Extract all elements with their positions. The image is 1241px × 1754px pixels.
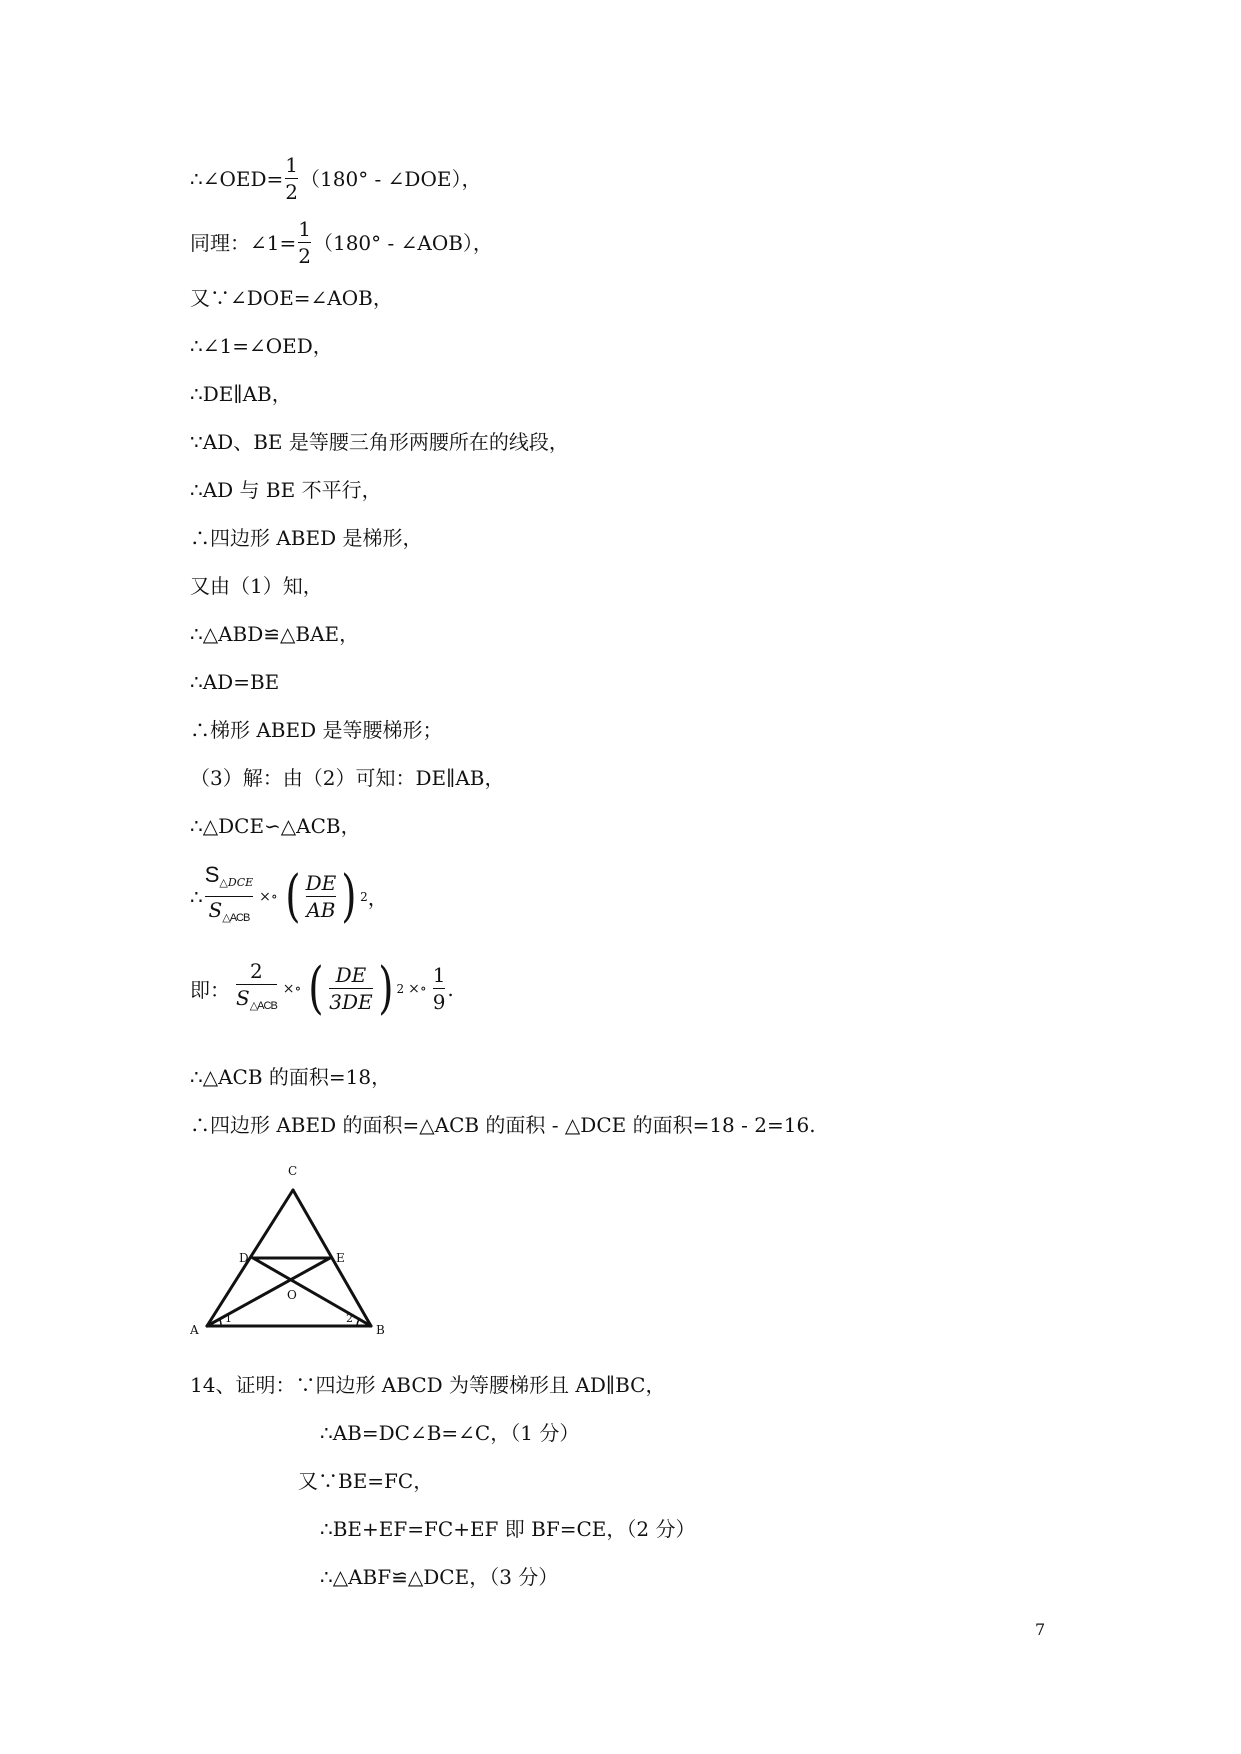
fraction-de-3de bbox=[329, 962, 372, 1015]
right-paren: ) bbox=[341, 863, 357, 929]
fraction-numerator: 1 bbox=[298, 217, 311, 241]
text-line: ∴△ACB 的面积=18， bbox=[190, 1065, 392, 1089]
text-line: ∴AB=DC∠B=∠C，（1 分） bbox=[320, 1421, 580, 1445]
label-b: B bbox=[376, 1323, 385, 1337]
fraction-denominator: 2 bbox=[298, 244, 311, 268]
exponent: 2 bbox=[360, 889, 368, 904]
text-line: ∴△ABF≌△DCE，（3 分） bbox=[320, 1565, 559, 1589]
triangle-figure bbox=[190, 1162, 400, 1340]
text-line: 又∵∠DOE=∠AOB， bbox=[190, 286, 393, 310]
text-line: ∴四边形 ABED 的面积=△ACB 的面积 - △DCE 的面积=18 - 2=16. bbox=[190, 1113, 816, 1137]
fraction-half bbox=[285, 152, 298, 205]
text-line: ∴四边形 ABED 是梯形， bbox=[190, 526, 423, 550]
text-line: ∴BE+EF=FC+EF 即 BF=CE，（2 分） bbox=[320, 1517, 696, 1541]
text-line: ∴AD=BE bbox=[190, 670, 280, 694]
text-line: ∴∠1=∠OED， bbox=[190, 334, 333, 358]
exponent: 2 bbox=[396, 981, 405, 996]
fraction-de-ab bbox=[306, 870, 337, 923]
equation-area-value bbox=[190, 955, 454, 1021]
fraction-numerator: 1 bbox=[432, 963, 446, 987]
equation-suffix: ， bbox=[367, 886, 388, 910]
equation-area-ratio bbox=[190, 862, 388, 931]
fraction-numerator: DE bbox=[305, 871, 337, 895]
fraction-one-ninth bbox=[433, 962, 446, 1015]
line-oed-prefix: ∴∠OED= bbox=[190, 166, 284, 191]
label-e: E bbox=[336, 1251, 345, 1265]
text-line: （3）解：由（2）可知：DE∥AB， bbox=[190, 766, 505, 790]
fraction-area-ratio bbox=[205, 862, 253, 931]
label-angle-1: 1 bbox=[225, 1312, 232, 1325]
fraction-numerator: 2 bbox=[250, 959, 263, 983]
fraction-numerator: $S_{\triangle DCE}$ bbox=[204, 862, 254, 889]
fraction-denominator: $S_{\triangle ACB}$ bbox=[236, 986, 277, 1012]
fraction-denominator: $S_{\triangle ACB}$ bbox=[208, 898, 250, 924]
label-angle-2: 2 bbox=[346, 1312, 353, 1325]
equals-symbol: ×∘ bbox=[282, 980, 302, 997]
line-oed-suffix: （180° - ∠DOE）， bbox=[300, 166, 482, 191]
line-angle1-prefix: 同理：∠1= bbox=[190, 230, 297, 255]
fraction-denominator: 2 bbox=[285, 180, 299, 204]
text-line: ∴梯形 ABED 是等腰梯形； bbox=[190, 718, 443, 742]
text-line: 又由（1）知， bbox=[190, 574, 323, 598]
text-line: ∴△DCE∽△ACB， bbox=[190, 814, 361, 838]
label-c: C bbox=[288, 1164, 298, 1178]
text-line: ∵AD、BE 是等腰三角形两腰所在的线段， bbox=[190, 430, 569, 454]
equals-symbol: ×∘ bbox=[408, 980, 427, 997]
fraction-denominator: AB bbox=[306, 898, 336, 922]
text-line: 又∵BE=FC， bbox=[298, 1469, 434, 1493]
text-line: ∴DE∥AB， bbox=[190, 382, 292, 406]
label-a: A bbox=[190, 1323, 199, 1337]
fraction-numerator: DE bbox=[335, 963, 367, 987]
line-oed-formula bbox=[190, 152, 481, 205]
right-paren: ) bbox=[377, 955, 394, 1021]
fraction-denominator: 3DE bbox=[329, 990, 373, 1014]
text-line: ∴△ABD≌△BAE， bbox=[190, 622, 360, 646]
label-d: D bbox=[239, 1251, 249, 1265]
text-line: ∴AD 与 BE 不平行， bbox=[190, 478, 382, 502]
line-angle1-suffix: （180° - ∠AOB）， bbox=[312, 230, 493, 255]
page-number: 7 bbox=[1035, 1620, 1046, 1639]
left-paren: ( bbox=[308, 955, 324, 1021]
fraction-denominator: 9 bbox=[432, 990, 446, 1014]
equation-prefix: ∴ bbox=[190, 884, 203, 909]
fraction-two-over-s bbox=[236, 958, 277, 1019]
equals-symbol: ×∘ bbox=[259, 888, 278, 905]
fraction-numerator: 1 bbox=[285, 153, 299, 177]
equation-suffix: . bbox=[447, 976, 454, 1001]
left-paren: ( bbox=[285, 863, 301, 929]
label-o: O bbox=[287, 1288, 297, 1302]
fraction-half bbox=[298, 216, 311, 269]
text-line: 14、证明：∵四边形 ABCD 为等腰梯形且 AD∥BC， bbox=[190, 1373, 666, 1397]
equation-prefix: 即： bbox=[190, 978, 230, 1002]
line-angle1-formula bbox=[190, 216, 493, 269]
